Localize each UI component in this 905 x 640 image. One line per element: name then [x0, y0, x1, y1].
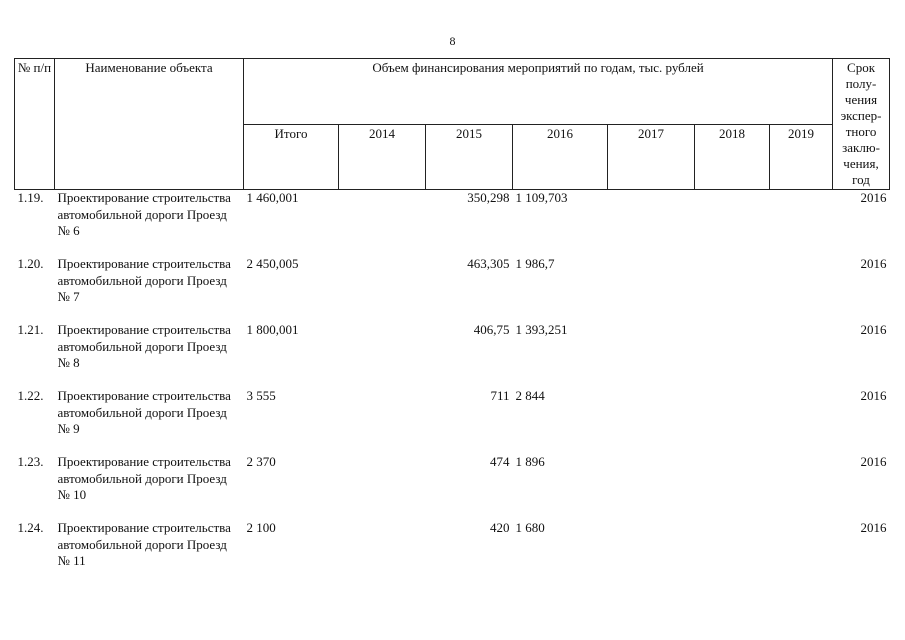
row-object-name: Проектирование строительства автомобильной дороги Проезд № 8 — [57, 322, 231, 371]
row-2017 — [608, 190, 695, 257]
row-2016: 1 109,703 — [515, 190, 568, 205]
page-number: 8 — [449, 34, 456, 48]
row-term: 2016 — [860, 256, 887, 271]
row-object-name: Проектирование строительства автомобильной дороги Проезд № 10 — [57, 454, 231, 503]
row-2015: 474 — [490, 454, 510, 469]
funding-table — [14, 58, 890, 586]
row-2014 — [339, 190, 426, 257]
row-number: 1.20. — [17, 256, 44, 271]
row-2019 — [770, 190, 833, 257]
row-total: 3 555 — [246, 388, 276, 403]
row-2018 — [695, 520, 770, 586]
header-object-name: Наименование объекта — [55, 59, 244, 190]
header-expert-conclusion-term: Срок полу-чения экспер-тного заклю-чения, год — [833, 59, 890, 190]
table-row — [15, 322, 890, 388]
row-number: 1.22. — [17, 388, 44, 403]
row-2016: 1 896 — [515, 454, 545, 469]
row-2017 — [608, 322, 695, 388]
row-total: 1 460,001 — [246, 190, 299, 205]
row-number: 1.21. — [17, 322, 44, 337]
row-2015: 406,75 — [473, 322, 510, 337]
table-row — [15, 256, 890, 322]
row-total: 1 800,001 — [246, 322, 299, 337]
row-object-name: Проектирование строительства автомобильной дороги Проезд № 11 — [57, 520, 231, 569]
row-term: 2016 — [860, 454, 887, 469]
row-2015: 463,305 — [467, 256, 510, 271]
row-2017 — [608, 520, 695, 586]
row-number: 1.23. — [17, 454, 44, 469]
row-2019 — [770, 322, 833, 388]
row-2017 — [608, 454, 695, 520]
header-year-2019: 2019 — [770, 124, 833, 190]
header-year-2014: 2014 — [339, 124, 426, 190]
row-2014 — [339, 520, 426, 586]
row-total: 2 450,005 — [246, 256, 299, 271]
row-2019 — [770, 454, 833, 520]
row-term: 2016 — [860, 388, 887, 403]
header-year-2017: 2017 — [608, 124, 695, 190]
row-number: 1.19. — [17, 190, 44, 205]
row-2016: 2 844 — [515, 388, 545, 403]
row-2017 — [608, 388, 695, 454]
row-2016: 1 680 — [515, 520, 545, 535]
header-year-2016: 2016 — [513, 124, 608, 190]
row-2014 — [339, 454, 426, 520]
row-2018 — [695, 256, 770, 322]
row-2018 — [695, 454, 770, 520]
row-2019 — [770, 520, 833, 586]
table-row — [15, 388, 890, 454]
row-2019 — [770, 256, 833, 322]
row-2017 — [608, 256, 695, 322]
row-total: 2 370 — [246, 454, 276, 469]
row-total: 2 100 — [246, 520, 276, 535]
row-number: 1.24. — [17, 520, 44, 535]
row-2015: 711 — [490, 388, 510, 403]
row-2018 — [695, 322, 770, 388]
row-2015: 350,298 — [467, 190, 510, 205]
header-number: № п/п — [15, 59, 55, 190]
row-2018 — [695, 190, 770, 257]
row-2016: 1 393,251 — [515, 322, 568, 337]
row-2014 — [339, 388, 426, 454]
row-2015: 420 — [490, 520, 510, 535]
row-2014 — [339, 256, 426, 322]
row-term: 2016 — [860, 322, 887, 337]
table-row — [15, 454, 890, 520]
table-row — [15, 520, 890, 586]
header-funding-volume: Объем финансирования мероприятий по годам, тыс. рублей — [244, 59, 833, 125]
table-row — [15, 190, 890, 257]
header-total: Итого — [244, 124, 339, 190]
header-year-2018: 2018 — [695, 124, 770, 190]
row-2019 — [770, 388, 833, 454]
row-2014 — [339, 322, 426, 388]
row-object-name: Проектирование строительства автомобильной дороги Проезд № 9 — [57, 388, 231, 437]
row-object-name: Проектирование строительства автомобильной дороги Проезд № 7 — [57, 256, 231, 305]
row-term: 2016 — [860, 190, 887, 205]
header-year-2015: 2015 — [426, 124, 513, 190]
row-2018 — [695, 388, 770, 454]
row-term: 2016 — [860, 520, 887, 535]
row-2016: 1 986,7 — [515, 256, 555, 271]
row-object-name: Проектирование строительства автомобильной дороги Проезд № 6 — [57, 190, 231, 239]
